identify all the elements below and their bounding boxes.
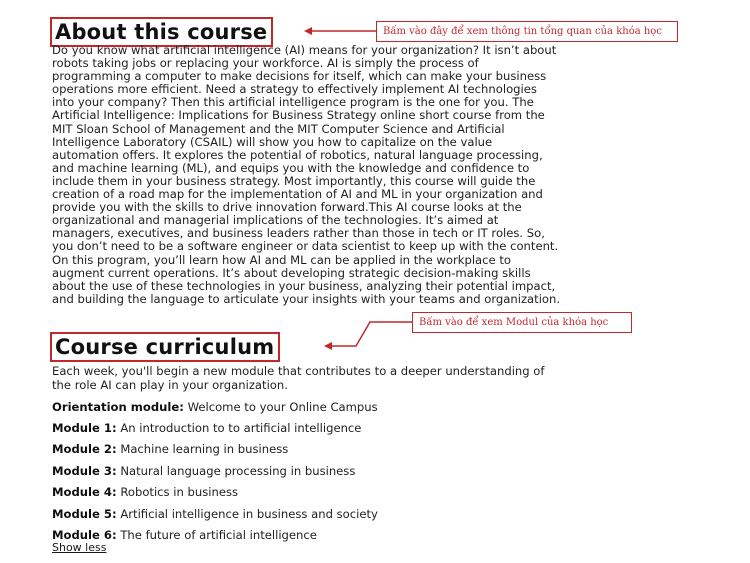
module-title: Artificial intelligence in business and society [120, 507, 378, 521]
module-item-4 [52, 485, 238, 499]
description-line: automation offers. It explores the potential of robotics, natural language processing, [52, 148, 543, 162]
curriculum-intro [52, 364, 652, 392]
module-label: Orientation module: [52, 400, 184, 414]
module-label: Module 3: [52, 464, 117, 478]
description-line: and machine learning (ML), and equips you with the knowledge and confidence to [52, 161, 530, 175]
description-line: provide you with the skills to drive innovation forward.This AI course looks at the [52, 201, 522, 215]
module-item-1 [52, 421, 361, 435]
module-item-orientation [52, 400, 378, 414]
description-line: operations more efficient. Need a strategy to effectively implement AI technologies [52, 83, 537, 97]
description-line: organizational and managerial implications of the technologies. It’s aimed at [52, 214, 499, 228]
description-line: Do you know what artificial intelligence (AI) means for your organization? It isn’t about [52, 44, 557, 57]
module-title: The future of artificial intelligence [120, 528, 317, 542]
module-item-6 [52, 528, 317, 542]
intro-line: Each week, you'll begin a new module that contributes to a deeper understanding of [52, 364, 545, 378]
description-line: about the use of these technologies in your business, analyzing their potential impact, [52, 279, 556, 293]
description-line: On this program, you’ll learn how AI and ML can be applied in the workplace to [52, 253, 511, 267]
description-line: you don’t need to be a software engineer or data scientist to keep up with the content. [52, 240, 559, 254]
show-less-link[interactable]: Show less [52, 541, 107, 554]
module-item-2 [52, 442, 288, 456]
module-title: Machine learning in business [120, 442, 289, 456]
about-course-heading[interactable]: About this course [50, 17, 273, 47]
module-title: Welcome to your Online Campus [187, 400, 378, 414]
description-line: into your company? Then this artificial intelligence program is the one for you. The [52, 96, 534, 110]
module-label: Module 5: [52, 507, 117, 521]
module-label: Module 4: [52, 485, 117, 499]
module-title: Robotics in business [120, 485, 239, 499]
module-label: Module 1: [52, 421, 117, 435]
about-arrow [304, 27, 376, 35]
description-line: augment current operations. It’s about developing strategic decision-making skills [52, 266, 531, 280]
intro-line: the role AI can play in your organization. [52, 378, 288, 392]
module-item-3 [52, 464, 355, 478]
description-line: robots taking jobs or replacing your workforce. AI is simply the process of [52, 57, 479, 71]
description-line: and building the language to articulate your insights with your teams and organization. [52, 292, 561, 306]
module-label: Module 2: [52, 442, 117, 456]
description-line: programming a computer to make decisions for itself, which can make your business [52, 70, 547, 84]
curriculum-arrow [324, 322, 412, 350]
description-line: Artificial Intelligence: Implications for Business Strategy online short course from the [52, 109, 545, 123]
module-title: Natural language processing in business [120, 464, 356, 478]
module-title: An introduction to to artificial intelligence [120, 421, 362, 435]
curriculum-annotation-callout: Bấm vào để xem Modul của khóa học [412, 312, 632, 333]
course-curriculum-heading[interactable]: Course curriculum [50, 332, 280, 362]
description-line: MIT Sloan School of Management and the MIT Computer Science and Artificial [52, 122, 505, 136]
module-label: Module 6: [52, 528, 117, 542]
description-line: managers, executives, and business leaders rather than those in tech or IT roles. So, [52, 227, 545, 241]
about-annotation-callout: Bấm vào đây để xem thông tin tổng quan của khóa học [376, 21, 678, 42]
module-item-5 [52, 507, 378, 521]
description-line: include them in your business strategy. Most importantly, this course will guide the [52, 174, 536, 188]
about-course-description [52, 44, 652, 306]
description-line: Intelligence Laboratory (CSAIL) will show you how to capitalize on the value [52, 135, 493, 149]
description-line: creation of a road map for the implementation of AI and ML in your organization and [52, 188, 543, 202]
